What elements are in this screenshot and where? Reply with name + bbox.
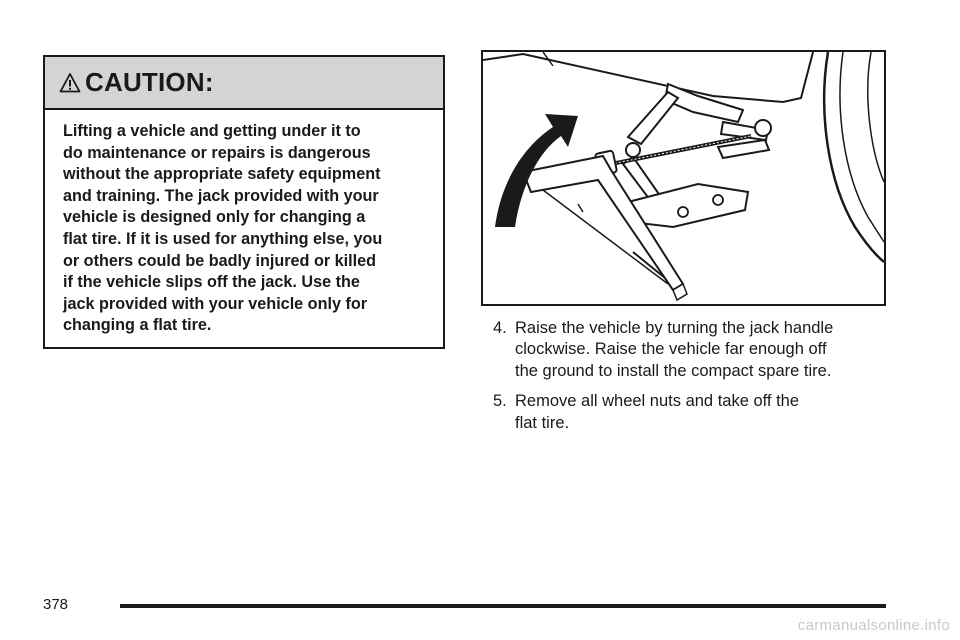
caution-box bbox=[43, 55, 445, 349]
step-line: Raise the vehicle by turning the jack handle bbox=[515, 319, 834, 337]
watermark: carmanualsonline.info bbox=[797, 617, 950, 634]
caution-text bbox=[45, 110, 443, 337]
caution-line: changing a flat tire. bbox=[63, 316, 212, 335]
step-number: 4. bbox=[493, 319, 507, 337]
caution-line: do maintenance or repairs is dangerous bbox=[63, 143, 371, 162]
step-item bbox=[493, 391, 913, 434]
caution-line: or others could be badly injured or killed bbox=[63, 251, 377, 270]
step-line: clockwise. Raise the vehicle far enough off bbox=[515, 340, 827, 359]
step-item bbox=[493, 318, 913, 382]
step-line: flat tire. bbox=[515, 413, 570, 432]
caution-line: flat tire. If it is used for anything else, you bbox=[63, 229, 383, 248]
step-text bbox=[515, 318, 833, 382]
step-text bbox=[515, 391, 799, 434]
footer-rule bbox=[120, 604, 886, 608]
caution-line: and training. The jack provided with your bbox=[63, 186, 379, 205]
step-number: 5. bbox=[493, 392, 507, 411]
caution-line: jack provided with your vehicle only for bbox=[63, 294, 368, 313]
page-number: 378 bbox=[43, 596, 69, 613]
caution-line: vehicle is designed only for changing a bbox=[63, 208, 366, 227]
caution-triangle-icon bbox=[59, 72, 81, 94]
scissor-jack-with-handle-icon bbox=[483, 52, 884, 304]
caution-line: without the appropriate safety equipment bbox=[63, 165, 381, 184]
step-line: Remove all wheel nuts and take off the bbox=[515, 392, 800, 411]
caution-title: CAUTION: bbox=[85, 67, 214, 97]
instruction-steps bbox=[493, 318, 913, 443]
caution-line: if the vehicle slips off the jack. Use the bbox=[63, 273, 360, 292]
caution-header bbox=[45, 57, 443, 110]
step-line: the ground to install the compact spare tire. bbox=[515, 361, 832, 380]
jack-illustration bbox=[481, 50, 886, 306]
caution-line: Lifting a vehicle and getting under it to bbox=[63, 122, 361, 140]
